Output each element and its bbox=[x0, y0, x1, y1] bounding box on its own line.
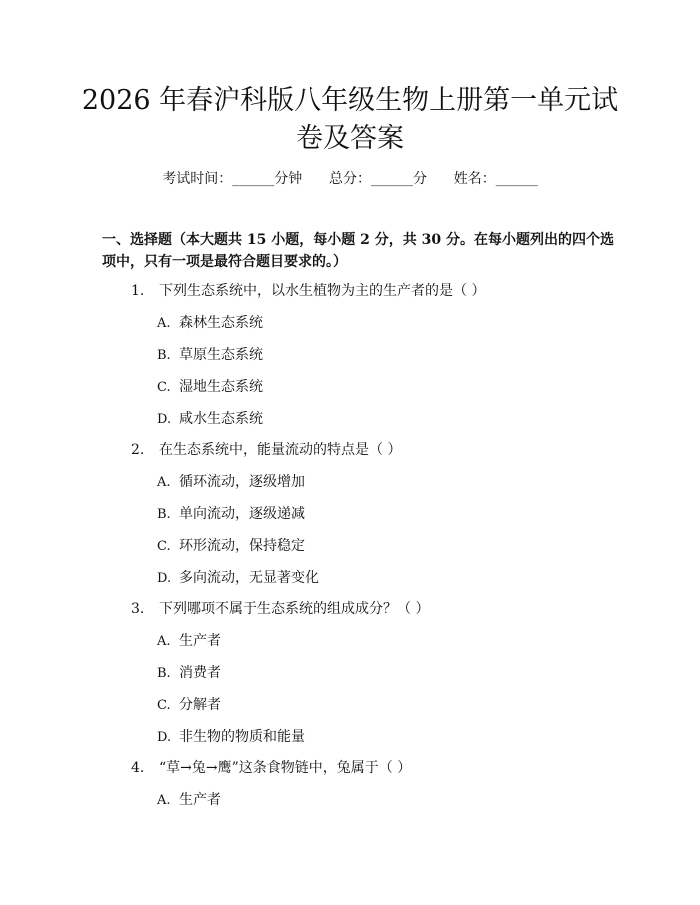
option-text: 生产者 bbox=[179, 633, 221, 649]
option-text: 非生物的物质和能量 bbox=[179, 729, 305, 745]
question-number: 2. bbox=[131, 442, 145, 458]
question-text: “草→兔→鹰”这条食物链中，兔属于（ ） bbox=[159, 760, 412, 776]
option-text: 多向流动，无显著变化 bbox=[179, 570, 319, 586]
option-text: 草原生态系统 bbox=[179, 347, 263, 363]
option-label: D. bbox=[157, 730, 172, 745]
option-label: D. bbox=[157, 571, 172, 586]
option-4a bbox=[157, 790, 221, 811]
option-label: D. bbox=[157, 412, 172, 427]
question-text: 下列哪项不属于生态系统的组成成分？（ ） bbox=[159, 601, 430, 617]
exam-info-line: 考试时间：______分钟 总分：______分 姓名：______ bbox=[162, 171, 538, 187]
option-1d bbox=[157, 409, 263, 430]
option-1c bbox=[157, 377, 263, 398]
option-text: 分解者 bbox=[179, 697, 221, 713]
option-label: B. bbox=[157, 507, 171, 522]
question-number: 1. bbox=[131, 283, 145, 299]
question-3 bbox=[131, 599, 429, 619]
question-1 bbox=[131, 281, 485, 301]
question-text: 下列生态系统中，以水生植物为主的生产者的是（ ） bbox=[159, 283, 486, 299]
option-label: B. bbox=[157, 348, 171, 363]
question-number: 3. bbox=[131, 601, 145, 617]
option-3d bbox=[157, 727, 305, 748]
option-label: A. bbox=[157, 793, 171, 808]
option-text: 单向流动，逐级递减 bbox=[179, 506, 305, 522]
exam-title-line2: 卷及答案 bbox=[296, 123, 404, 154]
option-text: 森林生态系统 bbox=[179, 315, 263, 331]
option-2c bbox=[157, 536, 305, 557]
question-4 bbox=[131, 758, 411, 778]
option-text: 环形流动，保持稳定 bbox=[179, 538, 305, 554]
option-text: 咸水生态系统 bbox=[179, 411, 263, 427]
option-text: 消费者 bbox=[179, 665, 221, 681]
option-label: A. bbox=[157, 634, 171, 649]
option-label: C. bbox=[157, 539, 171, 554]
question-2 bbox=[131, 440, 401, 460]
option-text: 生产者 bbox=[179, 792, 221, 808]
option-label: C. bbox=[157, 698, 171, 713]
option-1b bbox=[157, 345, 263, 366]
option-label: A. bbox=[157, 316, 171, 331]
option-text: 湿地生态系统 bbox=[179, 379, 263, 395]
option-2b bbox=[157, 504, 305, 525]
option-label: C. bbox=[157, 380, 171, 395]
question-text: 在生态系统中，能量流动的特点是（ ） bbox=[159, 442, 402, 458]
option-3b bbox=[157, 663, 221, 684]
section-heading-line2: 项中，只有一项是最符合题目要求的。） bbox=[102, 254, 347, 270]
option-label: A. bbox=[157, 475, 171, 490]
exam-title-line1: 2026 年春沪科版八年级生物上册第一单元试 bbox=[81, 85, 619, 116]
option-1a bbox=[157, 313, 263, 334]
option-2d bbox=[157, 568, 319, 589]
option-label: B. bbox=[157, 666, 171, 681]
option-3a bbox=[157, 631, 221, 652]
question-number: 4. bbox=[131, 760, 145, 776]
option-3c bbox=[157, 695, 221, 716]
option-2a bbox=[157, 472, 305, 493]
option-text: 循环流动，逐级增加 bbox=[179, 474, 305, 490]
section-heading-line1: 一、选择题（本大题共 15 小题，每小题 2 分，共 30 分。在每小题列出的四个选 bbox=[102, 232, 614, 248]
